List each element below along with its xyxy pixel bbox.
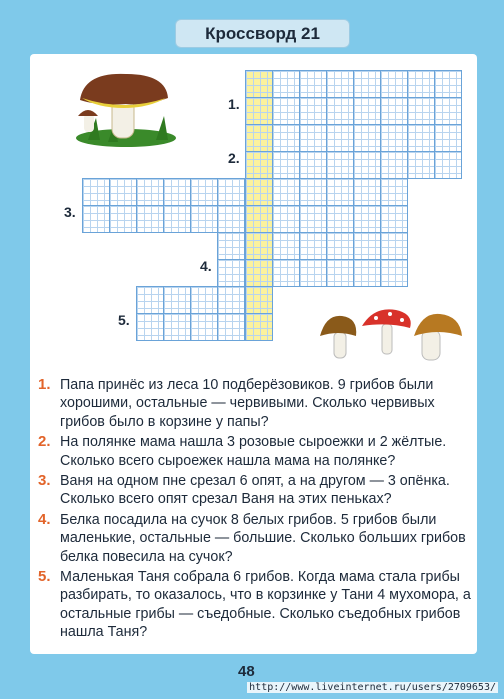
crossword-cell[interactable] xyxy=(380,97,408,125)
crossword-cell[interactable] xyxy=(272,259,300,287)
crossword-cell[interactable] xyxy=(272,178,300,206)
crossword-cell[interactable] xyxy=(217,232,245,260)
crossword-cell[interactable] xyxy=(190,205,218,233)
crossword-cell[interactable] xyxy=(299,232,327,260)
question-text: Папа принёс из леса 10 подберёзовиков. 9 грибов были хорошими, остальные — червивыми. Сколько червивых грибов было в корзине у папы? xyxy=(60,377,435,430)
crossword-cell[interactable] xyxy=(190,178,218,206)
crossword-cell[interactable] xyxy=(326,259,354,287)
question-item xyxy=(38,568,478,642)
question-number: 3. xyxy=(38,472,51,490)
crossword-cell[interactable] xyxy=(299,259,327,287)
crossword-cell[interactable] xyxy=(299,97,327,125)
crossword-cell[interactable] xyxy=(299,205,327,233)
crossword-cell[interactable] xyxy=(326,178,354,206)
question-item xyxy=(38,472,478,509)
crossword-cell[interactable] xyxy=(245,259,273,287)
question-number: 2. xyxy=(38,433,51,451)
crossword-cell[interactable] xyxy=(245,124,273,152)
crossword-cell[interactable] xyxy=(245,313,273,341)
crossword-cell[interactable] xyxy=(380,232,408,260)
crossword-cell[interactable] xyxy=(407,70,435,98)
crossword-cell[interactable] xyxy=(163,178,191,206)
crossword-cell[interactable] xyxy=(217,313,245,341)
question-number: 1. xyxy=(38,376,51,393)
crossword-cell[interactable] xyxy=(163,286,191,314)
watermark-url: http://www.liveinternet.ru/users/2709653/ xyxy=(249,682,496,693)
crossword-cell[interactable] xyxy=(353,205,381,233)
crossword-cell[interactable] xyxy=(353,178,381,206)
crossword-cell[interactable] xyxy=(136,313,164,341)
crossword-cell[interactable] xyxy=(163,205,191,233)
crossword-cell[interactable] xyxy=(245,178,273,206)
crossword-cell[interactable] xyxy=(380,205,408,233)
crossword-cell[interactable] xyxy=(407,97,435,125)
question-text: Белка посадила на сучок 8 белых грибов. 5 грибов были маленькие, остальные — большие. Сколько больших грибов белка повесила на сучок? xyxy=(60,511,466,565)
crossword-cell[interactable] xyxy=(245,205,273,233)
crossword-cell[interactable] xyxy=(434,70,462,98)
row-label-3: 3. xyxy=(64,204,76,220)
questions-list xyxy=(38,376,478,644)
crossword-cell[interactable] xyxy=(272,232,300,260)
crossword-cell[interactable] xyxy=(109,205,137,233)
crossword-cell[interactable] xyxy=(272,70,300,98)
question-item xyxy=(38,376,478,431)
crossword-cell[interactable] xyxy=(217,205,245,233)
crossword-cell[interactable] xyxy=(407,124,435,152)
question-item xyxy=(38,433,478,470)
question-number: 4. xyxy=(38,510,51,528)
question-text: Ваня на одном пне срезал 6 опят, а на другом — 3 опёнка. Сколько всего опят срезал Ваня на этих пеньках? xyxy=(60,473,450,508)
crossword-cell[interactable] xyxy=(326,151,354,179)
row-label-5: 5. xyxy=(118,312,130,328)
crossword-cell[interactable] xyxy=(245,97,273,125)
crossword-cell[interactable] xyxy=(434,97,462,125)
crossword-cell[interactable] xyxy=(326,70,354,98)
crossword-cell[interactable] xyxy=(217,259,245,287)
crossword-cell[interactable] xyxy=(82,205,110,233)
crossword-cell[interactable] xyxy=(299,124,327,152)
crossword-cell[interactable] xyxy=(245,232,273,260)
crossword-cell[interactable] xyxy=(82,178,110,206)
crossword-cell[interactable] xyxy=(380,259,408,287)
crossword-cell[interactable] xyxy=(434,151,462,179)
crossword-cell[interactable] xyxy=(272,205,300,233)
crossword-cell[interactable] xyxy=(136,286,164,314)
page-title: Кроссворд 21 xyxy=(175,19,350,48)
crossword-cell[interactable] xyxy=(272,124,300,152)
row-label-1: 1. xyxy=(228,96,240,112)
crossword-cell[interactable] xyxy=(380,70,408,98)
crossword-cell[interactable] xyxy=(353,124,381,152)
question-text: Маленькая Таня собрала 6 грибов. Когда мама стала грибы разбирать, то оказалось, что в корзинке у Тани 4 мухомора, а остальные грибы — съедобные. Сколько съедобных грибов нашла Таня? xyxy=(60,569,471,641)
crossword-cell[interactable] xyxy=(380,178,408,206)
crossword-cell[interactable] xyxy=(326,124,354,152)
crossword-cell[interactable] xyxy=(136,178,164,206)
question-text: На полянке мама нашла 3 розовые сыроежки и 2 жёлтые. Сколько всего сыроежек нашла мама на полянке? xyxy=(60,434,447,469)
crossword-cell[interactable] xyxy=(353,259,381,287)
crossword-cell[interactable] xyxy=(326,232,354,260)
crossword-cell[interactable] xyxy=(245,70,273,98)
crossword-cell[interactable] xyxy=(353,232,381,260)
question-item xyxy=(38,511,478,566)
crossword-cell[interactable] xyxy=(272,151,300,179)
crossword-cell[interactable] xyxy=(163,313,191,341)
page-number: 48 xyxy=(238,663,255,680)
row-label-4: 4. xyxy=(200,258,212,274)
crossword-cell[interactable] xyxy=(272,97,300,125)
crossword-cell[interactable] xyxy=(407,151,435,179)
row-label-2: 2. xyxy=(228,150,240,166)
crossword-cell[interactable] xyxy=(380,151,408,179)
crossword-cell[interactable] xyxy=(109,178,137,206)
crossword-cell[interactable] xyxy=(136,205,164,233)
crossword-cell[interactable] xyxy=(326,205,354,233)
crossword-cell[interactable] xyxy=(353,97,381,125)
crossword-cell[interactable] xyxy=(190,286,218,314)
question-number: 5. xyxy=(38,568,51,586)
crossword-cell[interactable] xyxy=(380,124,408,152)
crossword-cell[interactable] xyxy=(299,151,327,179)
crossword-cell[interactable] xyxy=(217,286,245,314)
crossword-cell[interactable] xyxy=(190,313,218,341)
crossword-cell[interactable] xyxy=(299,178,327,206)
crossword-cell[interactable] xyxy=(245,151,273,179)
crossword-cell[interactable] xyxy=(326,97,354,125)
crossword-cell[interactable] xyxy=(434,124,462,152)
crossword-cell[interactable] xyxy=(245,286,273,314)
crossword-cell[interactable] xyxy=(299,70,327,98)
crossword-cell[interactable] xyxy=(217,178,245,206)
crossword-cell[interactable] xyxy=(353,70,381,98)
crossword-cell[interactable] xyxy=(353,151,381,179)
